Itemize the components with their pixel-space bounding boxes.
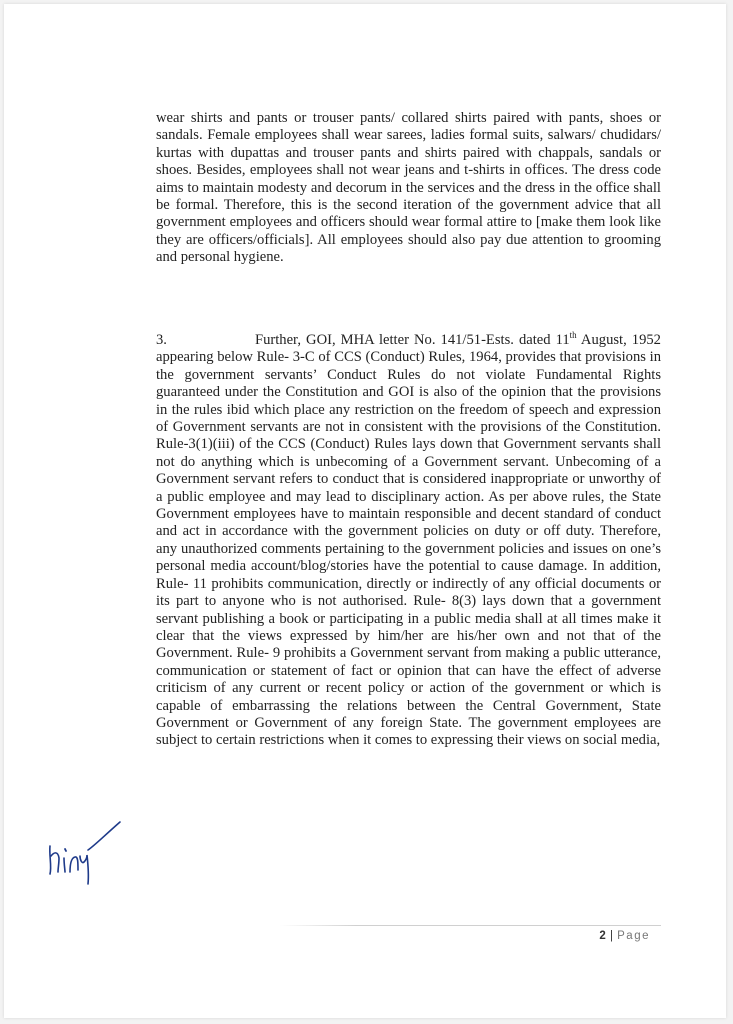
paragraph-lead-text: Further, GOI, MHA letter No. 141/51-Ests. dated 11 (254, 332, 570, 348)
paragraph-text: wear shirts and pants or trouser pants/ collared shirts paired with pants, shoes or sandals. Female employees shall wear sarees, ladies formal suits, salwars/ chudidars/ kurtas with dupattas and trouser pants and shirts paired with chappals, sandals or shoes. Besides, employees shall not wear jeans and t-shirts in offices. The dress code aims to maintain modesty and decorum in the services and the dress in the office shall be formal. Therefore, this is the second iteration of the government advice that all government employees and officers should wear formal attire to [make them look like they are officers/officials]. All employees should also pay due attention to grooming and personal hygiene. (156, 110, 661, 266)
paragraph-number: 3. (156, 332, 167, 348)
footer-divider (280, 925, 661, 926)
page-label: Page (617, 930, 650, 942)
page-number-footer (599, 930, 650, 942)
page-separator: | (606, 930, 618, 942)
paragraph-3-conduct-rules (156, 332, 661, 750)
document-page (4, 4, 726, 1018)
page-number: 2 (599, 930, 607, 942)
paragraph-body-text: August, 1952 appearing below Rule- 3-C of CCS (Conduct) Rules, 1964, provides that provisions in the government servants’ Conduct Rules do not violate Fundamental Rights guaranteed under the Constitution and GOI is also of the opinion that the provisions in the rules ibid which place any restriction on the freedom of speech and expression of Government servants are not in consistent with the provisions of the Constitution. Rule-3(1)(iii) of the CCS (Conduct) Rules lays down that Government servants shall not do anything which is unbecoming of a Government servant. Unbecoming of a Government servant refers to conduct that is considered inappropriate or unworthy of a public employee and may lead to disciplinary action. As per above rules, the State Government employees have to maintain responsible and decent standard of conduct and act in accordance with the government policies on duty or off duty. Therefore, any unauthorized comments pertaining to the government policies and issues on one’s personal media account/blog/stories have the potential to cause damage. In addition, Rule- 11 prohibits communication, directly or indirectly of any official documents or its part to anyone who is not authorised. Rule- 8(3) lays down that a government servant publishing a book or participating in a public media shall at all times make it clear that the views expressed by him/her are his/her own and not that of the Government. Rule- 9 prohibits a Government servant from making a public utterance, communication or statement of fact or opinion that can have the effect of adverse criticism of any current or recent policy or action of the government or which is capable of embarrassing the relations between the Central Government, State Government or Government of any foreign State. The government employees are subject to certain restrictions when it comes to expressing their views on social media, (156, 332, 661, 749)
handwritten-signature-icon (44, 816, 124, 886)
paragraph-dress-code (156, 110, 661, 267)
ordinal-superscript: th (569, 330, 577, 341)
